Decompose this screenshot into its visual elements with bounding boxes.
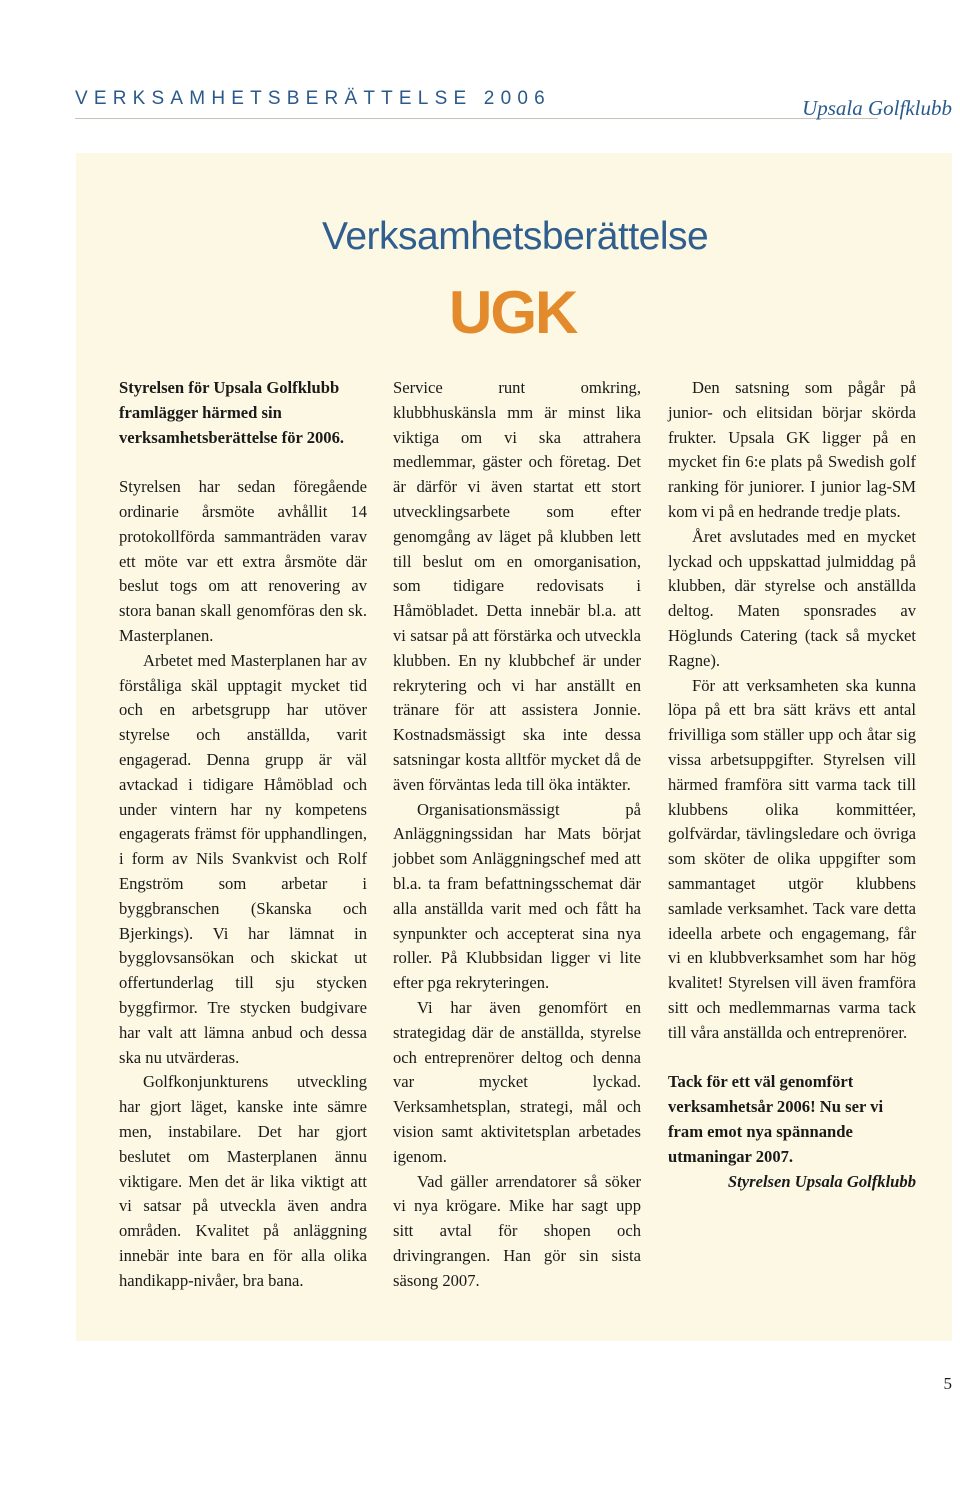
club-name: Upsala Golfklubb [802, 96, 952, 120]
paragraph: Arbetet med Masterplanen har av förståliga skäl upptagit mycket tid och en arbetsgrupp har utöver styrelse och anställda, varit engagerad. Denna grupp är väl avtackad i tidigare Håmöblad och under vintern har ny kompetens engagerats främst för upphandlingen, i form av Nils Svankvist och Rolf Engström som arbetar i byggbranschen (Skanska och Bjerkings). Vi har lämnat in bygglovsansökan och skickat ut offertunderlag till sju stycken byggfirmor. Tre stycken budgivare har valt att lämna anbud och dessa ska nu utvärderas. [119, 650, 367, 1067]
column-2 [393, 376, 641, 1293]
paragraph: Styrelsen har sedan föregående ordinarie årsmöte avhållit 14 protokollförda sammanträden varav ett möte var ett extra årsmöte där beslut togs om att renovering av stora banan skall genomföras den sk. Masterplanen. [119, 477, 367, 645]
intro-paragraph: Styrelsen för Upsala Golfklubb framlägger härmed sin verksamhetsberättelse för 2006. [119, 378, 345, 447]
paragraph: Vi har även genomfört en strategidag där de anställda, styrelse och entreprenörer deltog och denna var mycket lyckad. Verksamhetsplan, strategi, mål och vision samt aktivitetsplan arbetades igenom. [393, 997, 641, 1166]
header-rule [75, 118, 878, 119]
paragraph: Vad gäller arrendatorer så söker vi nya krögare. Mike har sagt upp sitt avtal för shopen och drivingrangen. Han gör sin sista säsong 2007. [393, 1171, 641, 1290]
page-title: Verksamhetsberättelse [322, 215, 709, 258]
page-subtitle: UGK [449, 279, 577, 346]
paragraph: Året avslutades med en mycket lyckad och uppskattad julmiddag på klubben, där styrelse och anställda deltog. Maten sponsrades av Höglunds Catering (tack så mycket Ragne). [668, 526, 916, 670]
paragraph: Service runt omkring, klubbhuskänsla mm är minst lika viktiga om vi ska attrahera medlemmar, gäster och företag. Det är därför vi även startat ett stort utvecklingsarbete som efter genomgång av läget på klubben lett till beslut om en omorganisation, som tidigare redovisats i Håmöbladet. Detta innebär bl.a. att vi satsar på att förstärka och utveckla klubben. En ny klubbchef är under rekrytering och vi har anställt en tränare för att assistera Jonnie. Kostnadsmässigt ska inte dessa satsningar kosta alltför mycket då de även förväntas leda till öka intäkter. [393, 378, 641, 794]
paragraph: Golfkonjunkturens utveckling har gjort läget, kanske inte sämre men, instabilare. Det har gjort beslutet om Masterplanen ännu viktigare. Men det är lika viktigt att vi satsar på utveckla även andra områden. Kvalitet på anläggning innebär inte bara en för alla olika handikapp-nivåer, bra bana. [119, 1072, 367, 1290]
column-3 [668, 376, 916, 1194]
page-number: 5 [943, 1374, 952, 1393]
closing-statement: Tack för ett väl genomfört verksamhetsår 2006! Nu ser vi fram emot nya spännande utmaningar 2007. [668, 1072, 884, 1166]
paragraph: Den satsning som pågår på junior- och elitsidan börjar skörda frukter. Upsala GK ligger på en mycket fin 6:e plats på Swedish golf ranking för juniorer. I junior lag-SM kom vi på en hedrande tredje plats. [668, 378, 916, 521]
section-title: VERKSAMHETSBERÄTTELSE 2006 [75, 88, 551, 109]
paragraph: Organisationsmässigt på Anläggningssidan har Mats börjat jobbet som Anläggningschef med att bl.a. ta fram befattningsschemat där alla anställda varit med och fått ha synpunkter och accepterat sina nya roller. På Klubbsidan ligger vi lite efter pga rekryteringen. [393, 799, 641, 993]
paragraph: För att verksamheten ska kunna löpa på ett bra sätt krävs ett antal frivilliga som ställer upp och åtar sig vissa arbetsuppgifter. Styrelsen vill härmed framföra sitt varma tack till klubbens olika kommittéer, golfvärdar, tävlingsledare och övriga som sköter de olika uppgifter som sammantaget utgör klubbens samlade verksamhet. Tack vare detta ideella arbete och engagemang, får vi en klubbverksamhet som har hög kvalitet! Styrelsen vill även framföra sitt och medlemmarnas varma tack till våra anställda och entreprenörer. [668, 675, 916, 1042]
column-1 [119, 376, 367, 1293]
signature: Styrelsen Upsala Golfklubb [727, 1171, 916, 1191]
